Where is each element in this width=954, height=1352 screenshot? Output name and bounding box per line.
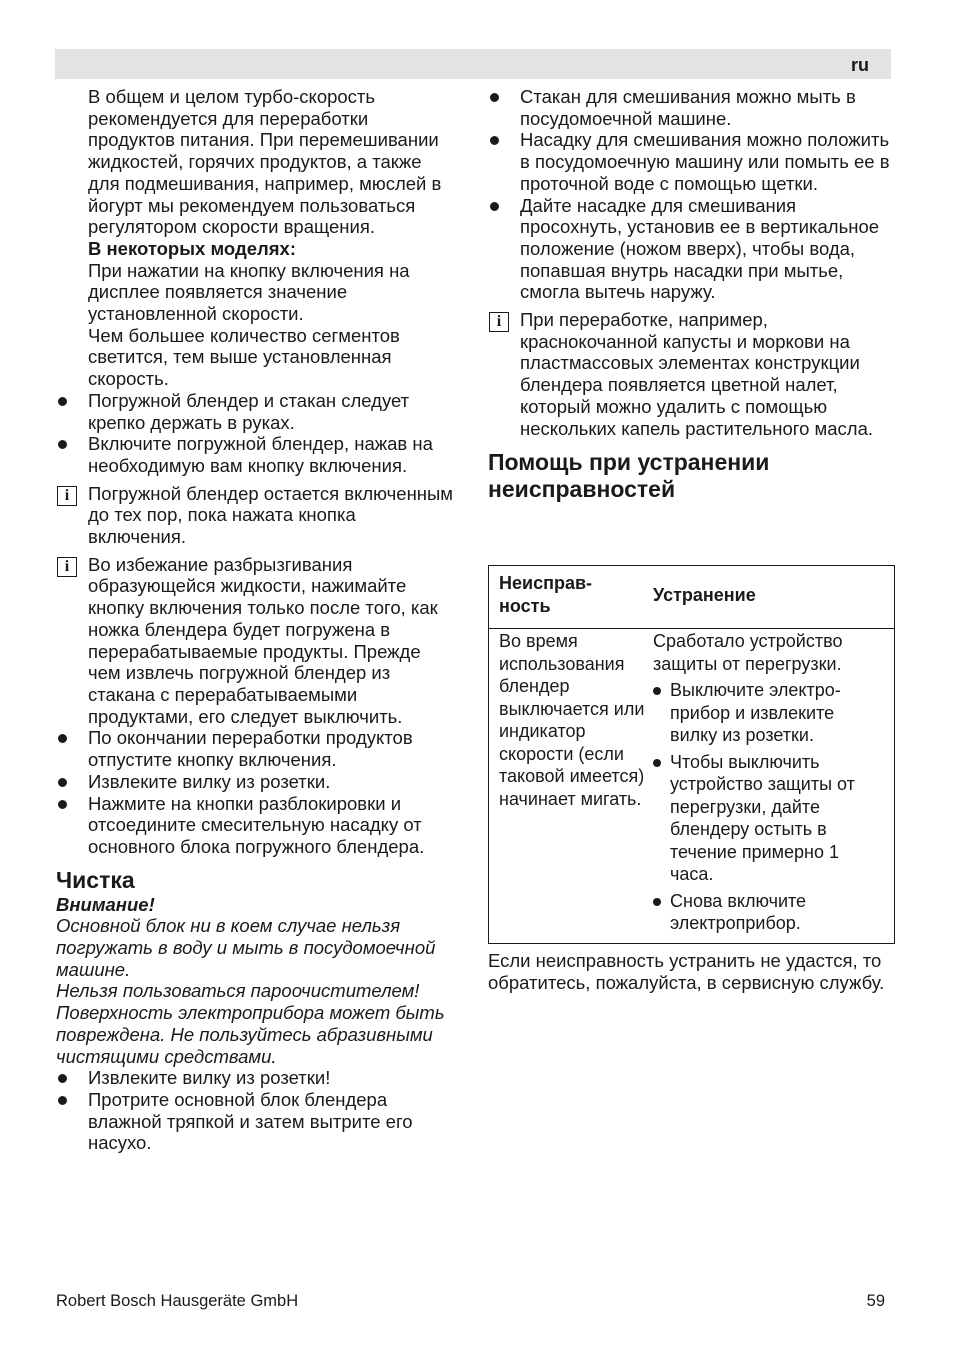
solution-cause: Сработало устройство защиты от перегрузки. xyxy=(653,631,843,674)
header-bar xyxy=(55,49,891,79)
warning-title: Внимание! xyxy=(56,893,155,915)
bullet-hold-blender: Погружной блендер и стакан следует крепко держать в руках. xyxy=(56,390,456,433)
troubleshooting-table xyxy=(488,565,895,944)
bullet-release-button: По окончании переработки продуктов отпустите кнопку включения. xyxy=(56,727,456,770)
section-title-troubleshooting: Помощь при устранении неисправностей xyxy=(488,449,770,503)
info-icon: i xyxy=(489,312,509,332)
bullet-dishwasher-cup: Стакан для смешивания можно мыть в посудомоечной машине. xyxy=(488,86,894,129)
problem-cell: Во время использования блендер выключается или индикатор скорости (если таковой имеется) начинает мигать. xyxy=(489,629,652,944)
section-title-cleaning: Чистка xyxy=(56,866,135,893)
bullet-unplug: Извлеките вилку из розетки. xyxy=(56,771,456,793)
info-icon: i xyxy=(57,486,77,506)
info-note-discoloration: i При переработке, например, краснокочанной капусты и моркови на пластмассовых элементах конструкции блендера появляется цветной налет, который можно удалить с помощью нескольких капель растительного масла. xyxy=(488,309,894,439)
models-text-2: Чем большее количество сегментов светится, тем выше установленная скорость. xyxy=(88,324,400,390)
solution-step-2: Чтобы выключить устройство защиты от перегрузки, дайте блендеру остыть в течение примерно 1 часа. xyxy=(653,751,886,886)
bullet-detach: Нажмите на кнопки разблокировки и отсоедините смесительную насадку от основного блока погружного блендера. xyxy=(56,793,456,858)
warning-text-1: Основной блок ни в коем случае нельзя погружать в воду и мыть в посудомоечной машине. xyxy=(56,915,436,980)
bullet-switch-on: Включите погружной блендер, нажав на необходимую вам кнопку включения. xyxy=(56,433,456,476)
left-column xyxy=(56,86,456,1154)
language-label: ru xyxy=(851,55,869,75)
solution-cell xyxy=(651,629,895,944)
bullet-dishwasher-attachment: Насадку для смешивания можно положить в посудомоечную машину или помыть ее в проточной воде с помощью щетки. xyxy=(488,129,894,194)
bullet-clean-wipe: Протрите основной блок блендера влажной тряпкой и затем вытрите его насухо. xyxy=(56,1089,456,1154)
info-note-1: i Погружной блендер остается включенным до тех пор, пока нажата кнопка включения. xyxy=(56,483,456,548)
table-header-row xyxy=(489,566,895,629)
solution-step-1: Выключите электроприбор и извлеките вилку из розетки. xyxy=(653,679,886,747)
warning-text-3: Поверхность электроприбора может быть повреждена. Не пользуйтесь абразивными чистящими средствами. xyxy=(56,1002,445,1067)
footer-company: Robert Bosch Hausgeräte GmbH xyxy=(56,1292,299,1310)
info-note-2: i Во избежание разбрызгивания образующейся жидкости, нажимайте кнопку включения только после того, как ножка блендера будет погружена в перерабатываемые продукты. Прежде чем извлечь погружной блендер из стакана с перерабатываемыми продуктами, его следует выключить. xyxy=(56,554,456,728)
bullet-clean-unplug: Извлеките вилку из розетки! xyxy=(56,1067,456,1089)
info-icon: i xyxy=(57,557,77,577)
column-header-solution: Устранение xyxy=(651,566,895,629)
right-column xyxy=(488,86,894,503)
models-text-1: При нажатии на кнопку включения на дисплее появляется значение установленной скорости. xyxy=(88,259,410,325)
intro-paragraph: В общем и целом турбо-скорость рекомендуется для переработки продуктов питания. При перемешивании жидкостей, горячих продуктов, а также для подмешивания, например, мюслей в йогурт мы рекомендуем пользоваться регулятором скорости вращения. xyxy=(88,86,442,238)
bullet-dry-attachment: Дайте насадке для смешивания просохнуть, установив ее в вертикальное положение (ножом вверх), чтобы вода, попавшая внутрь насадки при мытье, смогла вытечь наружу. xyxy=(488,195,894,304)
table-row xyxy=(489,629,895,944)
column-header-problem: Неисправ-ность xyxy=(489,566,652,629)
warning-text-2: Нельзя пользоваться пароочистителем! xyxy=(56,980,420,1002)
service-note: Если неисправность устранить не удастся, то обратитесь, пожалуйста, в сервисную службу. xyxy=(488,950,885,993)
models-title: В некоторых моделях: xyxy=(88,237,296,259)
solution-step-3: Снова включите электроприбор. xyxy=(653,890,886,935)
page-number: 59 xyxy=(866,1292,885,1310)
